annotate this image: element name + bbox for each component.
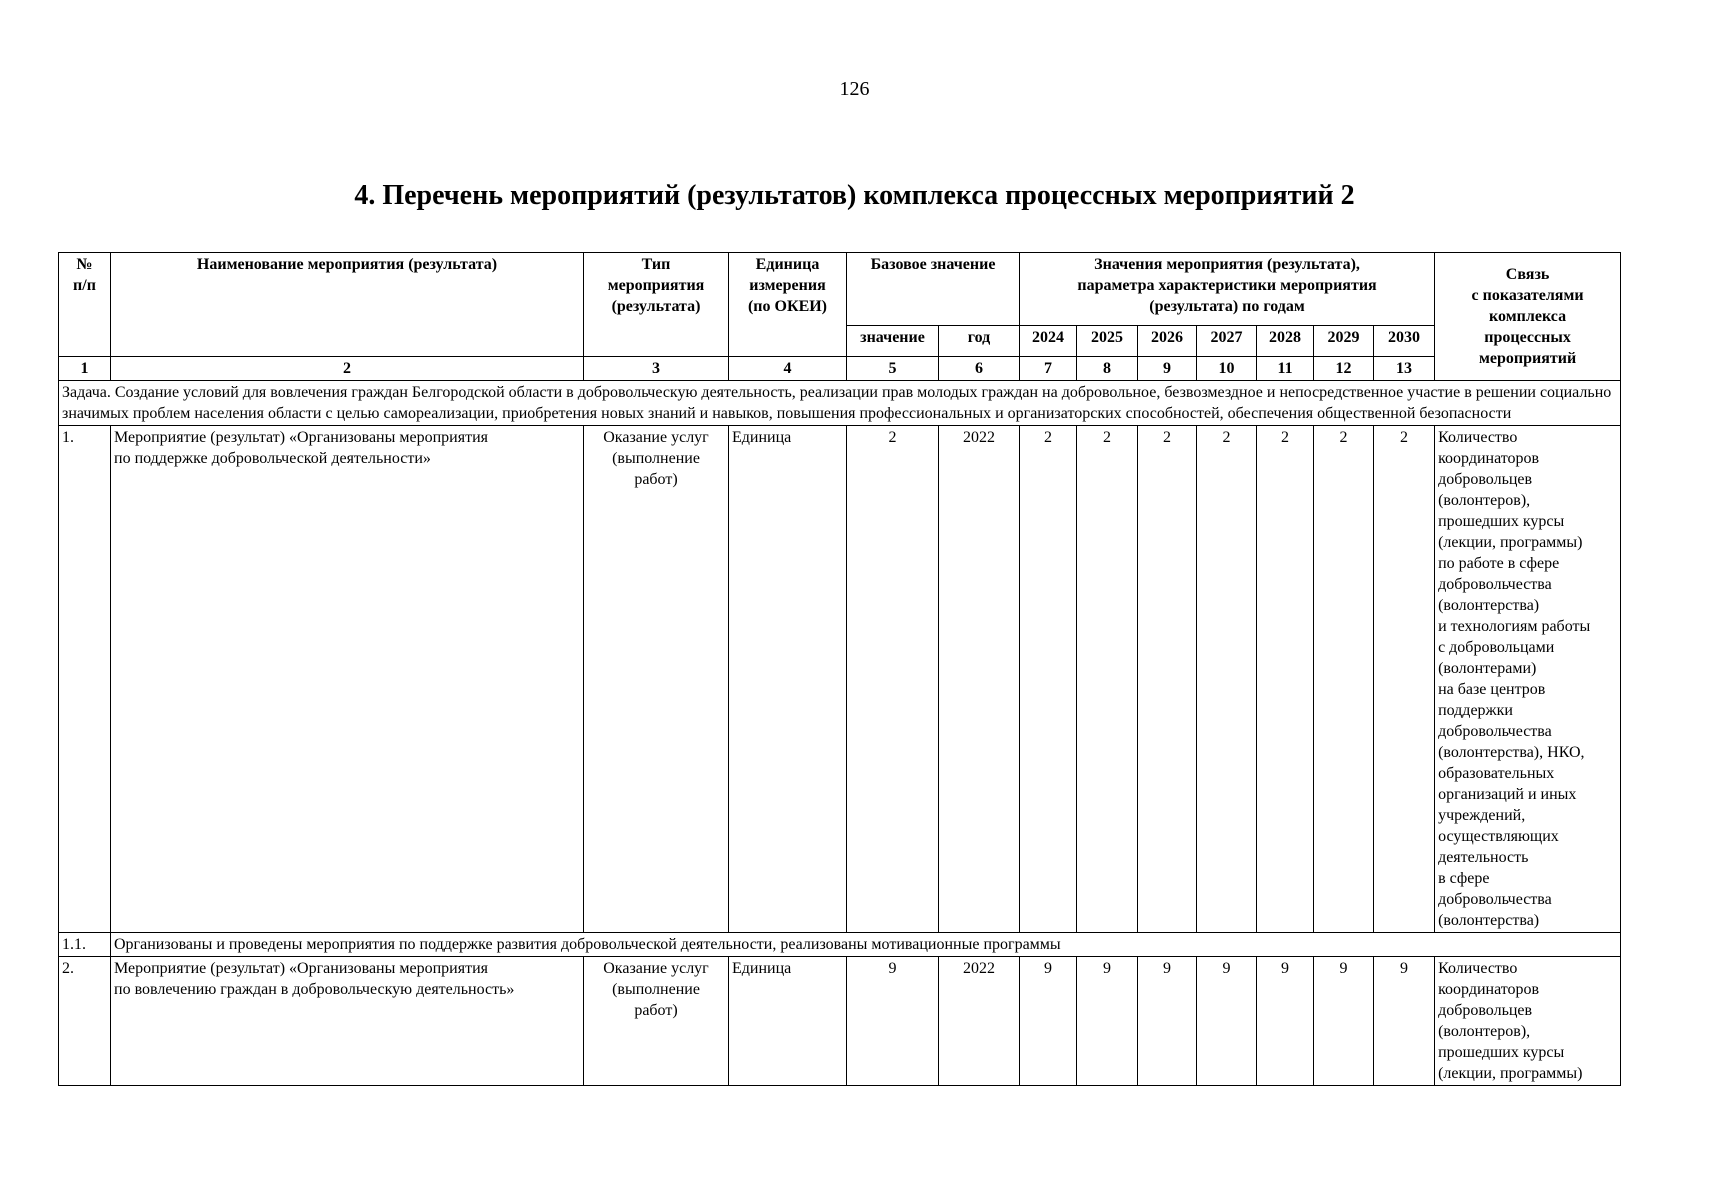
row-num: 1. [59,426,111,933]
row-link: Количество координаторов добровольцев (волонтеров), прошедших курсы (лекции, программы) по работе в сфере добровольчества (волонтерства) и технологиям работы с добровольцами (волонтерами) на базе центров поддержки добровольчества (волонтерства), НКО, образовательных организаций и иных учреждений, осуществляющих деятельность в сфере добровольчества (волонтерства) [1435,426,1621,933]
row-value-2026: 2 [1138,426,1197,933]
header-type: Тип мероприятия (результата) [584,253,729,357]
header-year-2025: 2025 [1077,326,1138,357]
row-value-2030: 9 [1374,957,1435,1086]
row-base-year: 2022 [939,957,1020,1086]
column-number: 12 [1314,357,1374,381]
column-number: 8 [1077,357,1138,381]
subrow-num: 1.1. [59,933,111,957]
header-link: Связь с показателями комплекса процессных мероприятий [1435,253,1621,381]
header-year-2028: 2028 [1257,326,1314,357]
row-unit: Единица [729,426,847,933]
column-number: 13 [1374,357,1435,381]
row-unit: Единица [729,957,847,1086]
row-type: Оказание услуг (выполнение работ) [584,426,729,933]
row-value-2029: 9 [1314,957,1374,1086]
header-base-value: значение [847,326,939,357]
row-name: Мероприятие (результат) «Организованы мероприятия по вовлечению граждан в добровольческую деятельность» [111,957,584,1086]
row-value-2024: 9 [1020,957,1077,1086]
column-number: 3 [584,357,729,381]
row-name: Мероприятие (результат) «Организованы мероприятия по поддержке добровольческой деятельности» [111,426,584,933]
row-value-2024: 2 [1020,426,1077,933]
column-number: 5 [847,357,939,381]
table-row [59,957,1621,1086]
header-base: Базовое значение [847,253,1020,326]
row-link: Количество координаторов добровольцев (волонтеров), прошедших курсы (лекции, программы) [1435,957,1621,1086]
row-value-2025: 9 [1077,957,1138,1086]
row-base-value: 9 [847,957,939,1086]
header-year-2029: 2029 [1314,326,1374,357]
page-title: 4. Перечень мероприятий (результатов) комплекса процессных мероприятий 2 [354,180,1355,211]
header-base-year: год [939,326,1020,357]
page-number: 126 [839,78,870,100]
sub-row [59,933,1621,957]
row-base-year: 2022 [939,426,1020,933]
table-row [59,426,1621,933]
row-value-2026: 9 [1138,957,1197,1086]
row-value-2030: 2 [1374,426,1435,933]
row-value-2027: 2 [1197,426,1257,933]
task-row: Задача. Создание условий для вовлечения граждан Белгородской области в добровольческую деятельность, реализации прав молодых граждан на добровольное, безвозмездное и непосредственное участие в решении социально значимых проблем населения области с целью самореализации, приобретения новых знаний и навыков, повышения профессиональных и организаторских способностей, обеспечения общественной безопасности [59,381,1621,426]
row-value-2028: 2 [1257,426,1314,933]
column-number: 9 [1138,357,1197,381]
column-number: 11 [1257,357,1314,381]
row-value-2028: 9 [1257,957,1314,1086]
header-year-2030: 2030 [1374,326,1435,357]
header-year-2024: 2024 [1020,326,1077,357]
column-number: 10 [1197,357,1257,381]
header-year-2027: 2027 [1197,326,1257,357]
header-unit: Единица измерения (по ОКЕИ) [729,253,847,357]
column-number: 7 [1020,357,1077,381]
column-number: 2 [111,357,584,381]
header-values-by-year: Значения мероприятия (результата), параметра характеристики мероприятия (результата) по годам [1020,253,1435,326]
header-num: № п/п [59,253,111,357]
column-number: 6 [939,357,1020,381]
column-number: 4 [729,357,847,381]
row-num: 2. [59,957,111,1086]
row-value-2027: 9 [1197,957,1257,1086]
column-number: 1 [59,357,111,381]
row-type: Оказание услуг (выполнение работ) [584,957,729,1086]
header-year-2026: 2026 [1138,326,1197,357]
row-value-2025: 2 [1077,426,1138,933]
row-value-2029: 2 [1314,426,1374,933]
row-base-value: 2 [847,426,939,933]
activities-table [58,252,1621,1086]
subrow-text: Организованы и проведены мероприятия по поддержке развития добровольческой деятельности, реализованы мотивационные программы [111,933,1621,957]
header-name: Наименование мероприятия (результата) [111,253,584,357]
